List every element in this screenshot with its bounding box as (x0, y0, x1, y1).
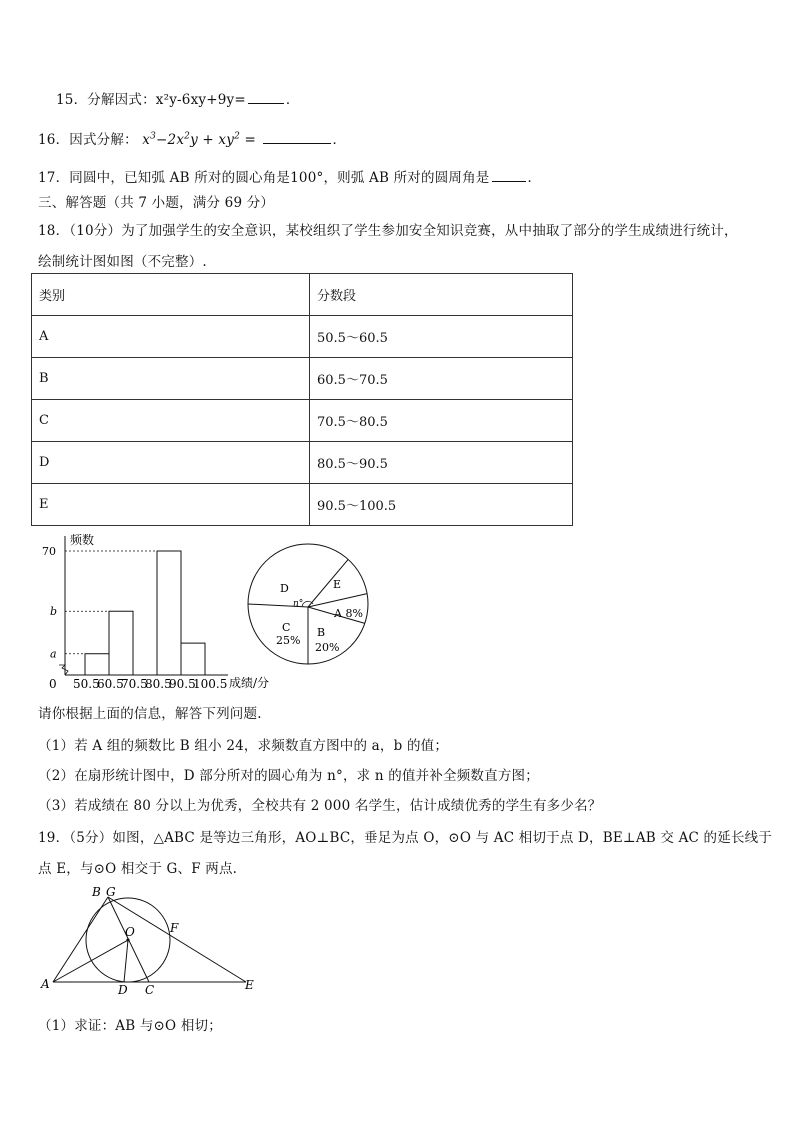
q16-expr-a-sup: 3 (150, 131, 157, 142)
label-a: A (41, 977, 50, 991)
histogram-x-tick-label: 50.5 (73, 677, 100, 691)
label-d: D (118, 983, 128, 997)
q16-expr-b: −2x (156, 132, 185, 148)
segment-ao (53, 940, 128, 982)
q16-expr-d: = (240, 132, 261, 148)
q16-expr-c-sup: 2 (234, 131, 241, 142)
pie-label-d: D (280, 582, 289, 595)
pie-label-c: C (282, 621, 291, 634)
table-header-row (32, 274, 573, 316)
label-g: G (106, 885, 116, 899)
table-cell: 80.5～90.5 (310, 442, 573, 484)
x-axis-label: 成绩/分 (229, 676, 270, 690)
label-f: F (170, 921, 179, 935)
q19-line1: 19．（5分）如图，△ABC 是等边三角形，AO⊥BC，垂足为点 O，⊙O 与 AC 相切于点 D，BE⊥AB 交 AC 的延长线于 (38, 830, 773, 846)
segment-ab (53, 897, 108, 982)
pie-label-e: E (333, 578, 342, 591)
histogram-y-tick-label: 70 (42, 545, 56, 558)
y-axis-label: 频数 (70, 533, 95, 547)
histogram-x-tick-label: 70.5 (121, 677, 148, 691)
histogram-bar (181, 643, 205, 675)
histogram-y-tick-label: a (50, 647, 57, 661)
table-header-cell: 分数段 (310, 274, 573, 316)
histogram-x-tick-label: 90.5 (169, 677, 196, 691)
pie-labels (276, 578, 363, 654)
label-c: C (145, 983, 155, 997)
question-16 (38, 128, 346, 148)
pie-label-b: B (317, 626, 326, 639)
label-b: B (92, 885, 101, 899)
q18-sub1: （1）若 A 组的频数比 B 组小 24，求频数直方图中的 a，b 的值； (38, 738, 449, 754)
table-row (32, 484, 573, 526)
label-e: E (245, 978, 254, 992)
table-row (32, 442, 573, 484)
answer-blank (263, 142, 331, 144)
q18-prompt: 请你根据上面的信息，解答下列问题. (38, 706, 262, 722)
pie-slice-boundary (308, 594, 367, 607)
q17-tail: ． (527, 170, 542, 186)
q16-expr-a: x (142, 132, 151, 148)
pie-value-c: 25% (276, 634, 301, 647)
table-row (32, 358, 573, 400)
axis-break-mark (59, 665, 68, 675)
q16-expr-c: y + xy (190, 132, 235, 148)
table-header-cell: 类别 (32, 274, 310, 316)
score-table (31, 273, 573, 526)
histogram-x-tick-label: 100.5 (193, 677, 228, 691)
table-cell: 50.5～60.5 (310, 316, 573, 358)
table-row (32, 400, 573, 442)
q17-text: 17．同圆中，已知弧 AB 所对的圆心角是100°，则弧 AB 所对的圆周角是 (38, 170, 490, 186)
geometry-figure (36, 880, 266, 998)
pie-angle-label: n° (293, 599, 304, 609)
q19-line2: 点 E，与⊙O 相交于 G、F 两点. (38, 861, 238, 877)
histogram-bar (85, 654, 109, 675)
question-15 (56, 88, 300, 108)
segment-od (124, 940, 128, 982)
origin-label: 0 (49, 677, 57, 691)
pie-chart (245, 540, 375, 670)
table-cell: B (32, 358, 310, 400)
q16-prefix: 16．因式分解： (38, 132, 138, 148)
table-row (32, 316, 573, 358)
histogram-x-tick-label: 60.5 (97, 677, 124, 691)
histogram-axes (59, 536, 228, 675)
histogram-ticks (42, 545, 227, 691)
q16-tail: ． (332, 132, 347, 148)
q19-sub1: （1）求证：AB 与⊙O 相切； (38, 1018, 222, 1034)
q15-text: 15．分解因式：x²y-6xy+9y= (56, 92, 246, 108)
histogram-y-tick-label: b (50, 605, 58, 619)
q18-line2: 绘制统计图如图（不完整）. (38, 254, 207, 270)
pie-value-b: 20% (315, 641, 340, 654)
answer-blank (248, 102, 284, 104)
section-heading: 三、解答题（共 7 小题，满分 69 分） (38, 195, 275, 211)
table-cell: A (32, 316, 310, 358)
question-17 (38, 166, 541, 186)
histogram-x-tick-label: 80.5 (145, 677, 172, 691)
table-cell: 90.5～100.5 (310, 484, 573, 526)
pie-slice-boundary (308, 559, 348, 607)
table-cell: 70.5～80.5 (310, 400, 573, 442)
table-cell: D (32, 442, 310, 484)
table-cell: C (32, 400, 310, 442)
q18-sub2: （2）在扇形统计图中，D 部分所对的圆心角为 n°，求 n 的值并补全频数直方图； (38, 768, 539, 784)
q16-expression (142, 132, 260, 148)
histogram-bar (157, 551, 181, 675)
q18-sub3: （3）若成绩在 80 分以上为优秀，全校共有 2 000 名学生，估计成绩优秀的学生有多少名？ (38, 798, 602, 814)
table-cell: E (32, 484, 310, 526)
q15-tail: ． (285, 92, 300, 108)
histogram-bar (109, 611, 133, 675)
label-o: O (125, 925, 135, 939)
q18-line1: 18．（10分）为了加强学生的安全意识，某校组织了学生参加安全知识竞赛，从中抽取了部分的学生成绩进行统计， (38, 223, 738, 239)
q16-expr-b-sup: 2 (184, 131, 191, 142)
pie-label-a: A 8% (334, 607, 363, 620)
table-cell: 60.5～70.5 (310, 358, 573, 400)
histogram-bars (65, 551, 205, 675)
answer-blank (492, 180, 526, 182)
